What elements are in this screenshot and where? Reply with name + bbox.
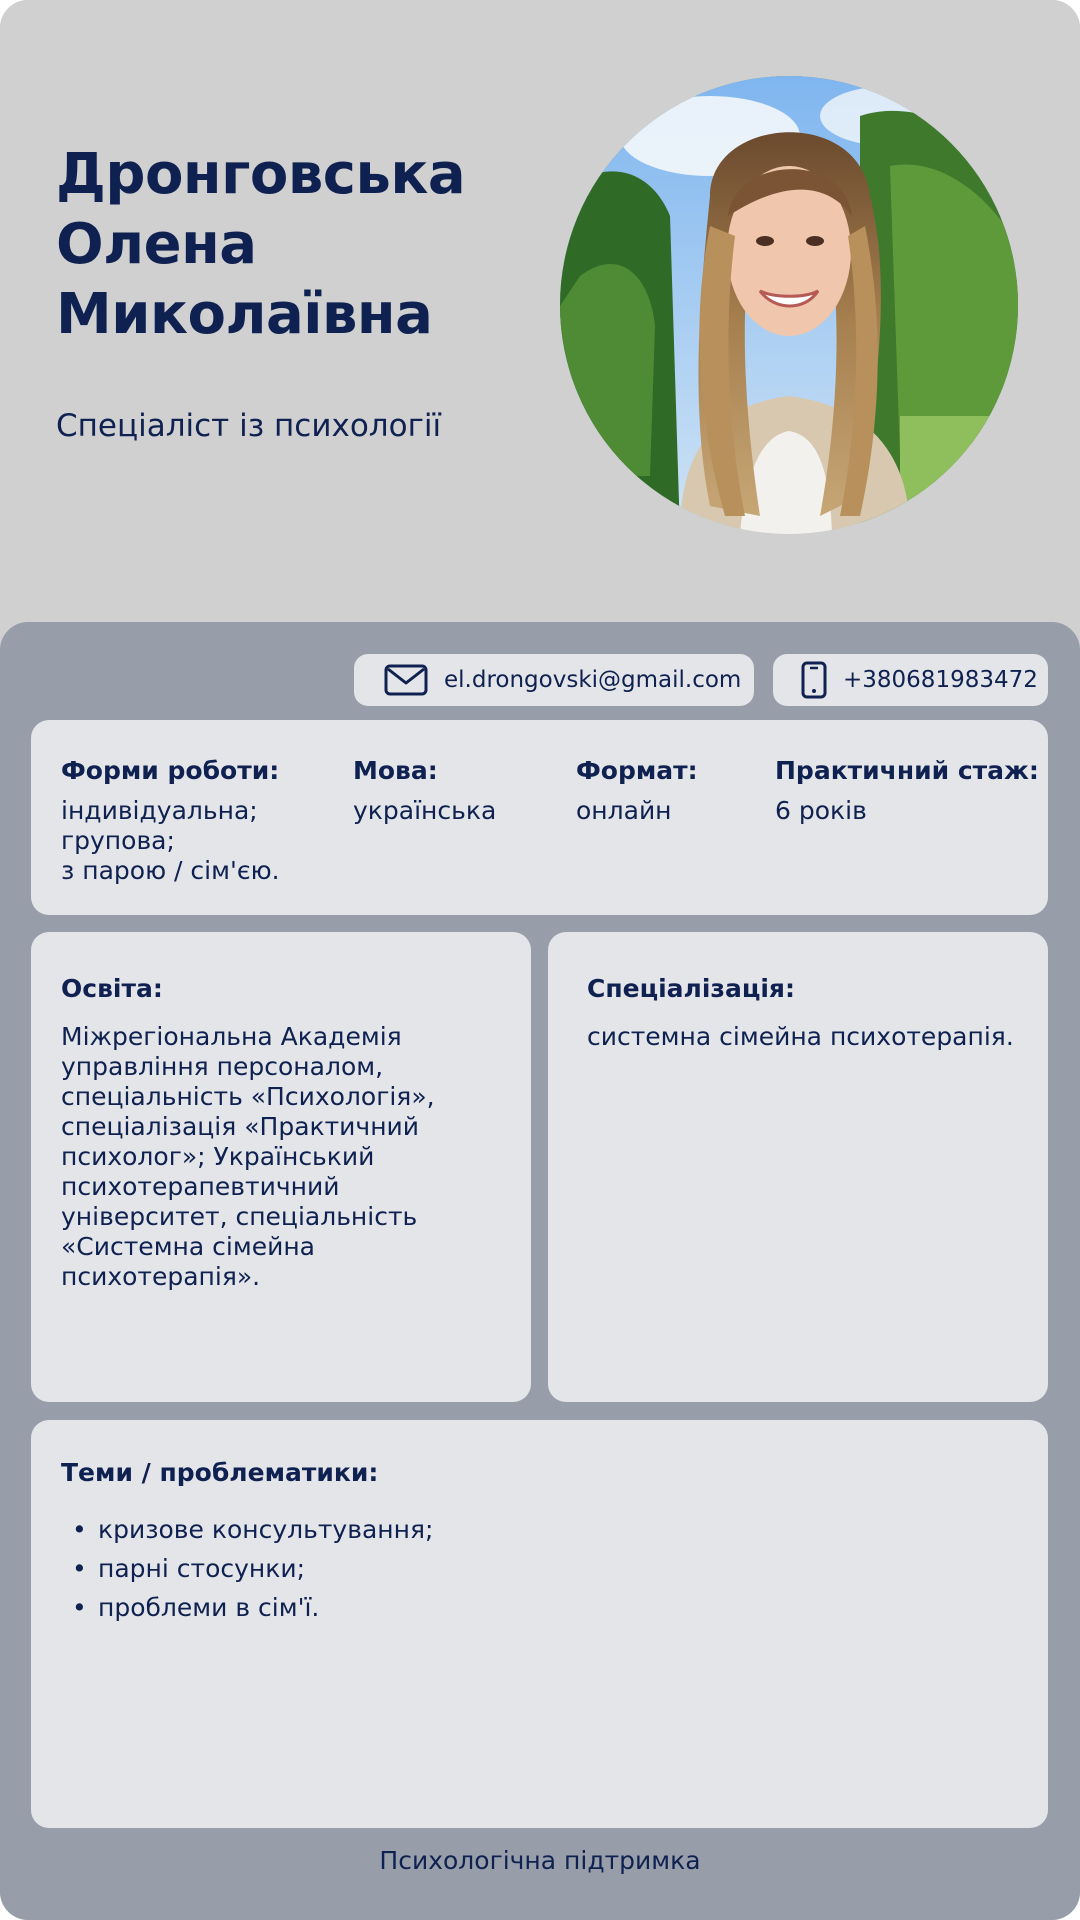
- list-item: • парні стосунки;: [66, 1549, 433, 1588]
- envelope-icon: [384, 664, 428, 696]
- experience-label: Практичний стаж:: [775, 756, 1039, 785]
- topics-label: Теми / проблематики:: [61, 1458, 379, 1487]
- education-text: [61, 1022, 435, 1292]
- work-form-item: індивідуальна;: [61, 796, 258, 825]
- name-line-patronymic: Миколаївна: [56, 282, 433, 347]
- education-line: спеціалізація «Практичний: [61, 1112, 420, 1141]
- name-line-surname: Дронговська: [56, 142, 466, 207]
- footer-caption: Психологічна підтримка: [379, 1846, 701, 1875]
- education-label: Освіта:: [61, 974, 163, 1003]
- education-line: психотерапевтичний: [61, 1172, 340, 1201]
- work-form-item: групова;: [61, 826, 175, 855]
- format-label: Формат:: [576, 756, 698, 785]
- phone-text: +380681983472: [843, 667, 1038, 693]
- education-line: управління персоналом,: [61, 1052, 384, 1081]
- format-value: онлайн: [576, 796, 672, 825]
- topics-list: [66, 1510, 433, 1627]
- work-forms-label: Форми роботи:: [61, 756, 280, 785]
- language-label: Мова:: [353, 756, 438, 785]
- specialization-text: системна сімейна психотерапія.: [587, 1022, 1014, 1051]
- list-item: • проблеми в сім'ї.: [66, 1588, 433, 1627]
- work-form-item: з парою / сім'єю.: [61, 856, 280, 885]
- profile-photo: [560, 76, 1018, 534]
- education-line: психотерапія».: [61, 1262, 261, 1291]
- education-line: спеціальність «Психологія»,: [61, 1082, 435, 1111]
- specialization-label: Спеціалізація:: [587, 974, 795, 1003]
- smartphone-icon: [801, 661, 827, 699]
- name-line-first: Олена: [56, 212, 257, 277]
- education-line: «Системна сімейна: [61, 1232, 316, 1261]
- specialist-name: [56, 140, 536, 350]
- list-item: • кризове консультування;: [66, 1510, 433, 1549]
- phone-chip[interactable]: [773, 654, 1048, 706]
- profile-header: [0, 0, 1080, 640]
- email-chip[interactable]: [354, 654, 754, 706]
- language-value: українська: [353, 796, 497, 825]
- work-forms-value: [61, 796, 280, 886]
- education-line: Міжрегіональна Академія: [61, 1022, 402, 1051]
- email-text: el.drongovski@gmail.com: [444, 667, 742, 693]
- experience-value: 6 років: [775, 796, 867, 825]
- specialist-role: Спеціаліст із психології: [56, 408, 442, 444]
- education-line: університет, спеціальність: [61, 1202, 418, 1231]
- education-line: психолог»; Український: [61, 1142, 375, 1171]
